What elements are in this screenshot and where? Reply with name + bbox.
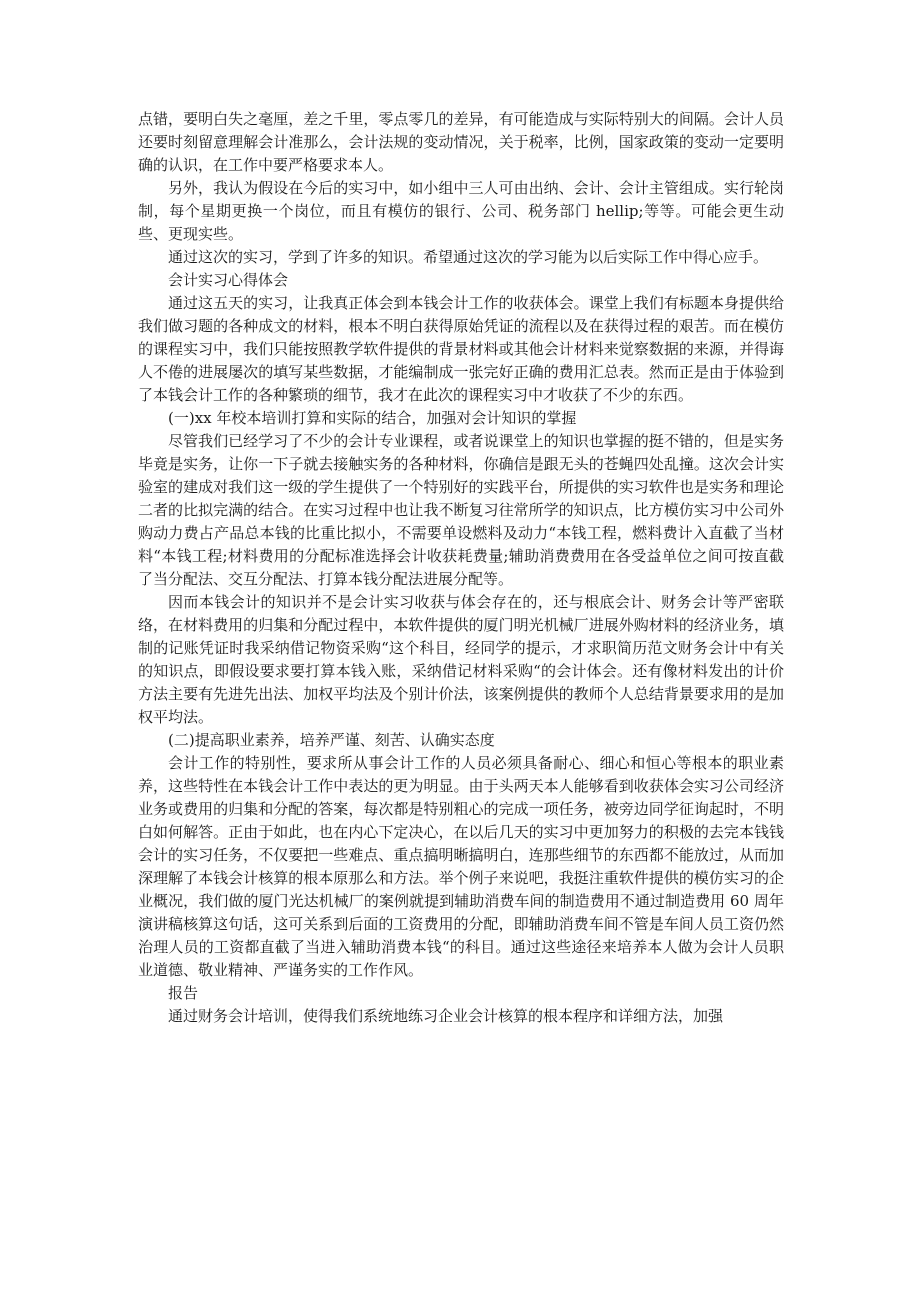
paragraph-1: 点错，要明白失之毫厘，差之千里，零点零几的差异，有可能造成与实际特别大的间隔。会计人员还要时刻留意理解会计准那么，会计法规的变动情况，关于税率，比例，国家政策的变动一定要明确的认识，在工作中要严格要求本人。	[138, 110, 784, 174]
paragraph-10: 会计工作的特别性，要求所从事会计工作的人员必须具备耐心、细心和恒心等根本的职业素养，这些特性在本钱会计工作中表达的更为明显。由于头两天本人能够看到收获体会实习公司经济业务或费用的归集和分配的答案，每次都是特别粗心的完成一项任务，被旁边同学征询起时，不明白如何解答。正由于如此，也在内心下定决心，在以后几天的实习中更加努力的积极的去完本钱钱会计的实习任务，不仅要把一些难点、重点搞明晰搞明白，连那些细节的东西都不能放过，从而加深理解了本钱会计核算的根本原那么和方法。举个例子来说吧，我挺注重软件提供的模仿实习的企业概况，我们做的厦门光达机械厂的案例就提到辅助消费车间的制造费用不通过制造费用 60 周年演讲稿核算这句话，这可关系到后面的工资费用的分配，即辅助消费车间不管是车间人员工资仍然治理人员的工资都直截了当进入辅助消费本钱“的科目。通过这些途径来培养本人做为会计人员职业道德、敬业精神、严谨务实的工作作风。	[138, 754, 784, 979]
section-heading-2: (二)提高职业素养，培养严谨、刻苦、认确实态度	[168, 731, 495, 749]
section-title-report: 报告	[168, 984, 199, 1002]
paragraph-5: 通过这五天的实习，让我真正体会到本钱会计工作的收获体会。课堂上我们有标题本身提供给我们做习题的各种成文的材料，根本不明白获得原始凭证的流程以及在获得过程的艰苦。而在模仿的课程实习中，我们只能按照教学软件提供的背景材料或其他会计材料来觉察数据的来源，并得诲人不倦的进展屡次的填写某些数据，才能编制成一张完好正确的费用汇总表。然而正是由于体验到了本钱会计工作的各种繁琐的细节，我才在此次的课程实习中才收获了不少的东西。	[138, 294, 784, 404]
section-title-internship: 会计实习心得体会	[168, 271, 289, 289]
paragraph-2: 另外，我认为假设在今后的实习中，如小组中三人可由出纳、会计、会计主管组成。实行轮岗制，每个星期更换一个岗位，而且有模仿的银行、公司、税务部门 hellip;等等。可能会更生动些、更现实些。	[138, 179, 784, 243]
paragraph-3: 通过这次的实习，学到了许多的知识。希望通过这次的学习能为以后实际工作中得心应手。	[168, 248, 769, 266]
paragraph-8: 因而本钱会计的知识并不是会计实习收获与体会存在的，还与根底会计、财务会计等严密联络，在材料费用的归集和分配过程中，本软件提供的厦门明光机械厂进展外购材料的经济业务，填制的记账凭证时我采纳借记物资采购“这个科目，经同学的提示，才求职简历范文财务会计中有关的知识点，即假设要求要打算本钱入账，采纳借记材料采购“的会计体会。还有像材料发出的计价方法主要有先进先出法、加权平均法及个别计价法，该案例提供的教师个人总结背景要求用的是加权平均法。	[138, 593, 784, 726]
paragraph-12: 通过财务会计培训，使得我们系统地练习企业会计核算的根本程序和详细方法，加强	[168, 1007, 724, 1025]
paragraph-7: 尽管我们已经学习了不少的会计专业课程，或者说课堂上的知识也掌握的挺不错的，但是实务毕竟是实务，让你一下子就去接触实务的各种材料，你确信是跟无头的苍蝇四处乱撞。这次会计实验室的建成对我们这一级的学生提供了一个特别好的实践平台，所提供的实习软件也是实务和理论二者的比拟完满的结合。在实习过程中也让我不断复习往常所学的知识点，比方模仿实习中公司外购动力费占产品总本钱的比重比拟小，不需要单设燃料及动力“本钱工程，燃料费计入直截了当材料“本钱工程;材料费用的分配标准选择会计收获耗费量;辅助消费费用在各受益单位之间可按直截了当分配法、交互分配法、打算本钱分配法进展分配等。	[138, 432, 784, 588]
section-heading-1: (一)xx 年校本培训打算和实际的结合，加强对会计知识的掌握	[168, 409, 577, 427]
document-body	[138, 108, 784, 1028]
